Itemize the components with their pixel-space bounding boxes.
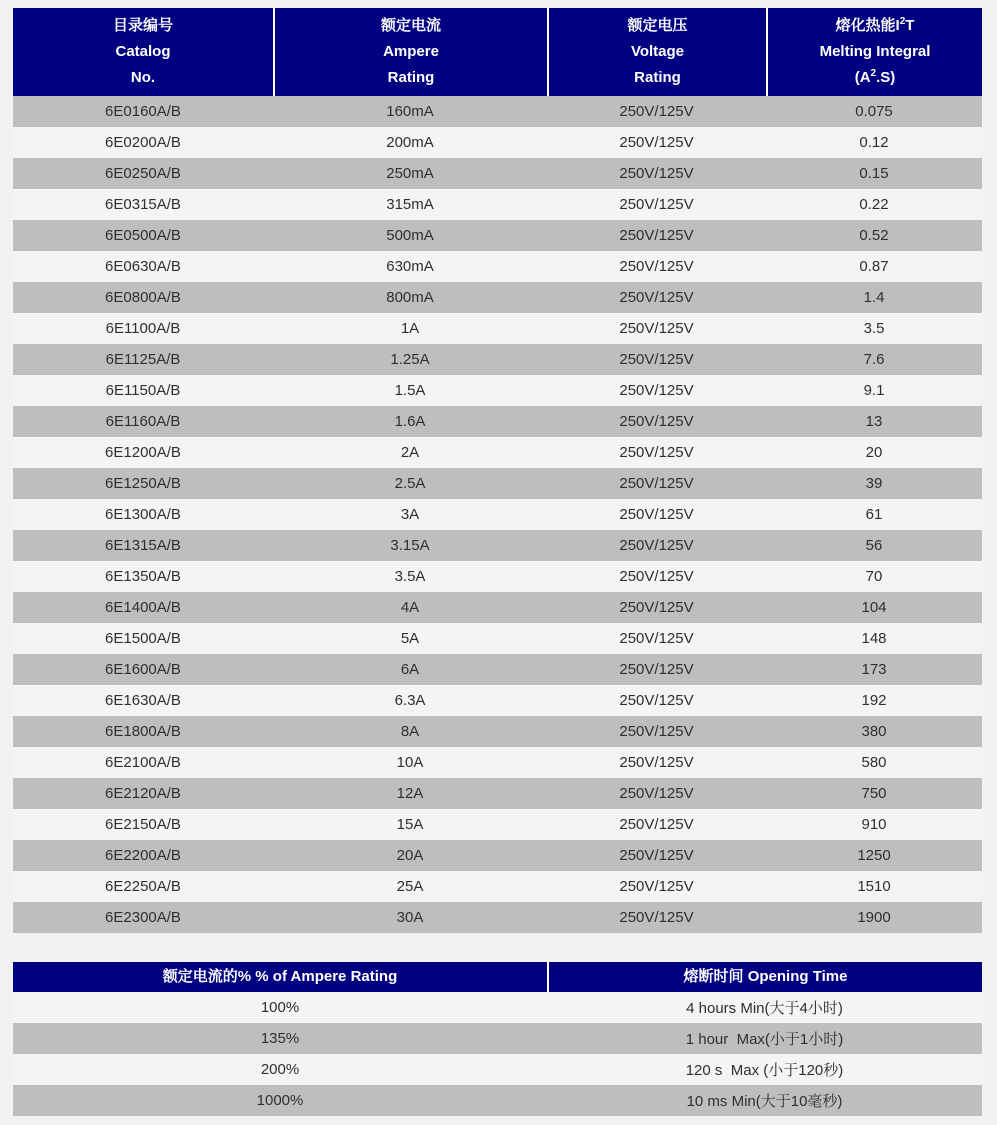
table-cell: 6E2100A/B	[105, 754, 181, 771]
table-row	[13, 1085, 982, 1116]
table-row	[13, 437, 982, 468]
table-cell: 250V/125V	[619, 661, 694, 678]
table-cell: 250V/125V	[619, 816, 694, 833]
header-cell-voltage-rating	[547, 8, 766, 96]
table-cell: 61	[865, 506, 883, 523]
table-cell: 135%	[260, 1030, 300, 1047]
table-row	[13, 189, 982, 220]
table-cell: 250mA	[386, 165, 434, 182]
table-row	[13, 344, 982, 375]
table-cell: 800mA	[386, 289, 434, 306]
table-cell: 120 s Max (小于120秒)	[685, 1062, 844, 1079]
table-cell: 6E1125A/B	[105, 351, 181, 368]
table-cell: 910	[861, 816, 887, 833]
table-cell: 6E2150A/B	[105, 816, 181, 833]
table-row	[13, 747, 982, 778]
table-cell: 250V/125V	[619, 723, 694, 740]
table-cell: 0.87	[859, 258, 889, 275]
table-cell: 6E1300A/B	[105, 506, 181, 523]
table-cell: 1000%	[256, 1092, 304, 1109]
table-cell: 6E1630A/B	[105, 692, 181, 709]
table-cell: 250V/125V	[619, 630, 694, 647]
opening-time-table-body	[13, 992, 982, 1116]
table-row	[13, 561, 982, 592]
table-cell: 580	[861, 754, 887, 771]
header-cell-ampere-rating	[273, 8, 547, 96]
table-cell: 39	[865, 475, 883, 492]
table-cell: 6E0250A/B	[105, 165, 181, 182]
table-cell: 250V/125V	[619, 568, 694, 585]
table-cell: 10A	[396, 754, 424, 771]
table-cell: 250V/125V	[619, 103, 694, 120]
header-catalog-no-en2: No.	[130, 69, 156, 86]
table-cell: 70	[865, 568, 883, 585]
table-cell: 6E1200A/B	[105, 444, 181, 461]
table-cell: 250V/125V	[619, 289, 694, 306]
table-cell: 0.22	[859, 196, 889, 213]
header-melting-en: Melting Integral	[819, 43, 931, 60]
header-voltage-en2: Rating	[634, 69, 681, 86]
table-cell: 56	[865, 537, 883, 554]
header-cell-percent-ampere-rating: 额定电流的% % of Ampere Rating	[162, 968, 398, 985]
table-cell: 30A	[396, 909, 424, 926]
catalog-table-body	[13, 96, 982, 933]
table-cell: 6E1400A/B	[105, 599, 181, 616]
table-cell: 6E2300A/B	[105, 909, 181, 926]
table-cell: 15A	[396, 816, 424, 833]
table-cell: 6E0630A/B	[105, 258, 181, 275]
table-cell: 100%	[260, 999, 300, 1016]
table-row	[13, 158, 982, 189]
table-cell: 6E1500A/B	[105, 630, 181, 647]
table-cell: 3.5	[863, 320, 885, 337]
table-cell: 1900	[857, 909, 891, 926]
table-row	[13, 406, 982, 437]
header-melting-cn: 熔化热能$I^2T$	[835, 16, 915, 34]
header-ampere-en2: Rating	[387, 69, 435, 86]
table-cell: 4A	[400, 599, 420, 616]
table-cell: 25A	[396, 878, 424, 895]
table-cell: 3.15A	[390, 537, 430, 554]
header-cell-catalog-no	[13, 8, 273, 96]
table-row	[13, 1023, 982, 1054]
table-cell: 250V/125V	[619, 258, 694, 275]
table-cell: 0.075	[855, 103, 893, 120]
table-cell: 6E1250A/B	[105, 475, 181, 492]
table-cell: 1 hour Max(小于1小时)	[685, 1031, 844, 1048]
table-cell: 500mA	[386, 227, 434, 244]
table-cell: 5A	[400, 630, 420, 647]
table-row	[13, 220, 982, 251]
table-cell: 250V/125V	[619, 227, 694, 244]
table-cell: 9.1	[863, 382, 885, 399]
table-cell: 3.5A	[394, 568, 426, 585]
table-cell: 1510	[857, 878, 891, 895]
table-row	[13, 716, 982, 747]
table-cell: 250V/125V	[619, 847, 694, 864]
table-cell: 6E0315A/B	[105, 196, 181, 213]
header-voltage-en1: Voltage	[630, 43, 685, 60]
table-cell: 104	[861, 599, 887, 616]
table-cell: 1.25A	[390, 351, 430, 368]
table-cell: 0.15	[859, 165, 889, 182]
table-row	[13, 530, 982, 561]
table-row	[13, 871, 982, 902]
table-row	[13, 313, 982, 344]
header-ampere-en1: Ampere	[383, 43, 439, 60]
table-cell: 250V/125V	[619, 599, 694, 616]
table-cell: 2.5A	[394, 475, 426, 492]
table-cell: 1.5A	[394, 382, 426, 399]
table-cell: 6E0160A/B	[105, 103, 181, 120]
table-cell: 200mA	[386, 134, 434, 151]
table-row	[13, 902, 982, 933]
table-cell: 6E2250A/B	[105, 878, 181, 895]
header-catalog-no-en1: Catalog	[115, 43, 171, 60]
table-row	[13, 992, 982, 1023]
table-cell: 250V/125V	[619, 196, 694, 213]
header-cell-opening-time: 熔断时间 Opening Time	[547, 962, 982, 992]
opening-time-table	[13, 962, 982, 1116]
table-cell: 250V/125V	[619, 754, 694, 771]
table-cell: 6E1800A/B	[105, 723, 181, 740]
table-cell: 315mA	[386, 196, 434, 213]
table-cell: 250V/125V	[619, 785, 694, 802]
table-cell: 6E0800A/B	[105, 289, 181, 306]
table-cell: 1.4	[863, 289, 885, 306]
opening-time-table-header	[13, 962, 982, 992]
table-cell: 6.3A	[394, 692, 426, 709]
table-cell: 250V/125V	[619, 692, 694, 709]
table-cell: 0.52	[859, 227, 889, 244]
table-cell: 10 ms Min(大于10毫秒)	[686, 1093, 843, 1110]
table-cell: 250V/125V	[619, 909, 694, 926]
table-cell: 6A	[400, 661, 420, 678]
table-cell: 250V/125V	[619, 165, 694, 182]
table-row	[13, 654, 982, 685]
table-cell: 6E1350A/B	[105, 568, 181, 585]
table-row	[13, 592, 982, 623]
table-row	[13, 778, 982, 809]
table-cell: 380	[861, 723, 887, 740]
table-cell: 1250	[857, 847, 891, 864]
table-row	[13, 623, 982, 654]
table-cell: 6E0500A/B	[105, 227, 181, 244]
table-cell: 148	[861, 630, 887, 647]
table-row	[13, 840, 982, 871]
table-cell: 160mA	[386, 103, 434, 120]
superscript-2: 2	[899, 16, 906, 27]
table-row	[13, 468, 982, 499]
table-cell: 8A	[400, 723, 420, 740]
table-cell: 250V/125V	[619, 134, 694, 151]
table-cell: 20A	[396, 847, 424, 864]
table-row	[13, 96, 982, 127]
table-row	[13, 251, 982, 282]
table-cell: 250V/125V	[619, 320, 694, 337]
table-cell: 6E2200A/B	[105, 847, 181, 864]
table-cell: 250V/125V	[619, 351, 694, 368]
header-voltage-cn: 额定电压	[627, 17, 688, 34]
table-cell: 200%	[260, 1061, 300, 1078]
table-row	[13, 809, 982, 840]
table-cell: 3A	[400, 506, 420, 523]
table-row	[13, 685, 982, 716]
table-cell: 250V/125V	[619, 413, 694, 430]
table-cell: 6E1150A/B	[105, 382, 181, 399]
superscript-2: 2	[870, 68, 877, 79]
table-cell: 250V/125V	[619, 475, 694, 492]
table-cell: 6E1100A/B	[105, 320, 181, 337]
table-cell: 7.6	[863, 351, 885, 368]
table-cell: 12A	[396, 785, 424, 802]
table-cell: 6E2120A/B	[105, 785, 181, 802]
table-row	[13, 1054, 982, 1085]
table-cell: 750	[861, 785, 887, 802]
table-cell: 4 hours Min(大于4小时)	[686, 1000, 843, 1017]
table-cell: 630mA	[386, 258, 434, 275]
catalog-table-header	[13, 8, 982, 96]
table-cell: 6E1315A/B	[105, 537, 181, 554]
header-catalog-no-cn: 目录编号	[112, 17, 173, 34]
catalog-table	[13, 8, 982, 933]
table-row	[13, 499, 982, 530]
table-cell: 6E0200A/B	[105, 134, 181, 151]
table-row	[13, 282, 982, 313]
table-cell: 173	[861, 661, 887, 678]
table-row	[13, 127, 982, 158]
table-cell: 250V/125V	[619, 537, 694, 554]
table-cell: 250V/125V	[619, 506, 694, 523]
table-cell: 250V/125V	[619, 878, 694, 895]
table-cell: 6E1600A/B	[105, 661, 181, 678]
table-cell: 13	[865, 413, 883, 430]
table-cell: 1A	[400, 320, 420, 337]
table-cell: 1.6A	[394, 413, 426, 430]
header-ampere-cn: 额定电流	[380, 17, 441, 34]
table-cell: 192	[861, 692, 887, 709]
table-cell: 6E1160A/B	[105, 413, 181, 430]
header-melting-unit: $(A^2.S)$	[854, 68, 896, 86]
table-cell: 20	[865, 444, 883, 461]
table-row	[13, 375, 982, 406]
table-cell: 250V/125V	[619, 382, 694, 399]
header-cell-melting-integral	[766, 8, 982, 96]
table-cell: 250V/125V	[619, 444, 694, 461]
table-cell: 2A	[400, 444, 420, 461]
table-cell: 0.12	[859, 134, 889, 151]
